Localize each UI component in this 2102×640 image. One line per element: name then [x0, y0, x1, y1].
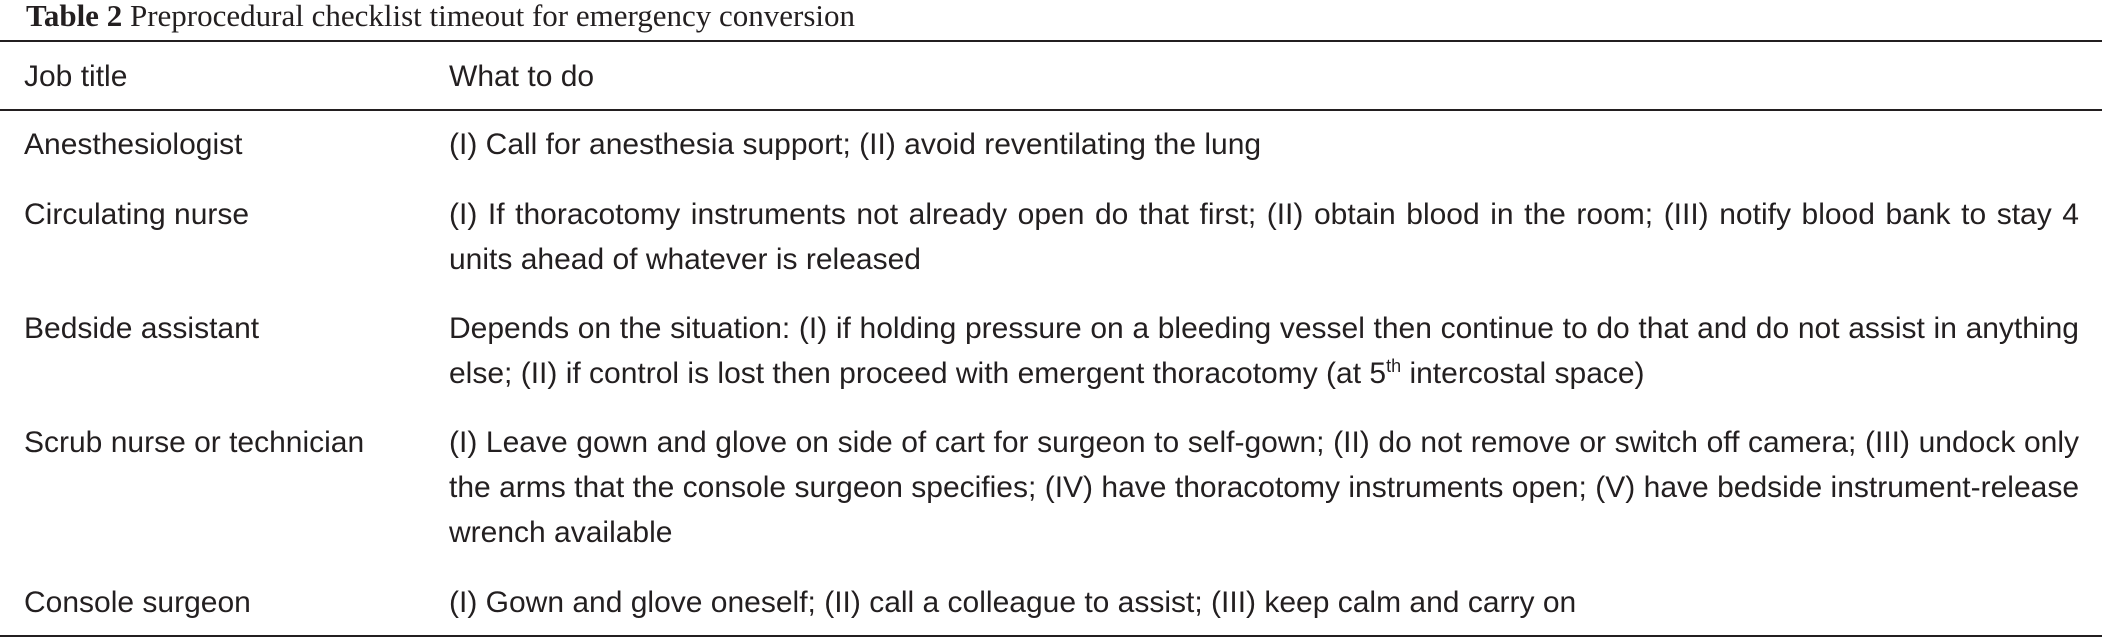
- table-caption: [26, 0, 855, 40]
- job-title-cell: Scrub nurse or technician: [24, 426, 365, 459]
- job-title-cell: Bedside assistant: [24, 312, 260, 345]
- what-to-do-text-end: intercostal space): [1401, 357, 1645, 390]
- job-title-cell: Circulating nurse: [24, 198, 250, 231]
- table-top-rule: [0, 40, 2102, 42]
- what-to-do-cell: (I) Call for anesthesia support; (II) avoid reventilating the lung: [449, 128, 1262, 161]
- job-title-cell: Console surgeon: [24, 586, 251, 619]
- what-to-do-cell: (I) Leave gown and glove on side of cart for surgeon to self-gown; (II) do not remove or switch off camera; (III) undock only the arms that the console surgeon specifies; (IV) have thoracotomy instruments open; (V) have bedside instrument-release wrench available: [449, 426, 2079, 549]
- table-title: Preprocedural checklist timeout for emergency conversion: [129, 0, 856, 33]
- ordinal-superscript: th: [1386, 356, 1402, 376]
- what-to-do-cell: [449, 306, 2079, 396]
- header-job-title: Job title: [24, 60, 128, 93]
- what-to-do-cell: (I) If thoracotomy instruments not already open do that first; (II) obtain blood in the room; (III) notify blood bank to stay 4 units ahead of whatever is released: [449, 198, 2079, 276]
- what-to-do-cell: (I) Gown and glove oneself; (II) call a colleague to assist; (III) keep calm and carry on: [449, 586, 1577, 619]
- table-number: Table 2: [26, 0, 123, 33]
- header-what-to-do: What to do: [449, 60, 595, 93]
- job-title-cell: Anesthesiologist: [24, 128, 243, 161]
- table-bottom-rule: [0, 635, 2102, 637]
- what-to-do-text: Depends on the situation: (I) if holding pressure on a bleeding vessel then continue to do that and do not assist in anything else; (II) if control is lost then proceed with emergent thoracotomy (at 5: [449, 312, 2079, 390]
- table-header-rule: [0, 109, 2102, 111]
